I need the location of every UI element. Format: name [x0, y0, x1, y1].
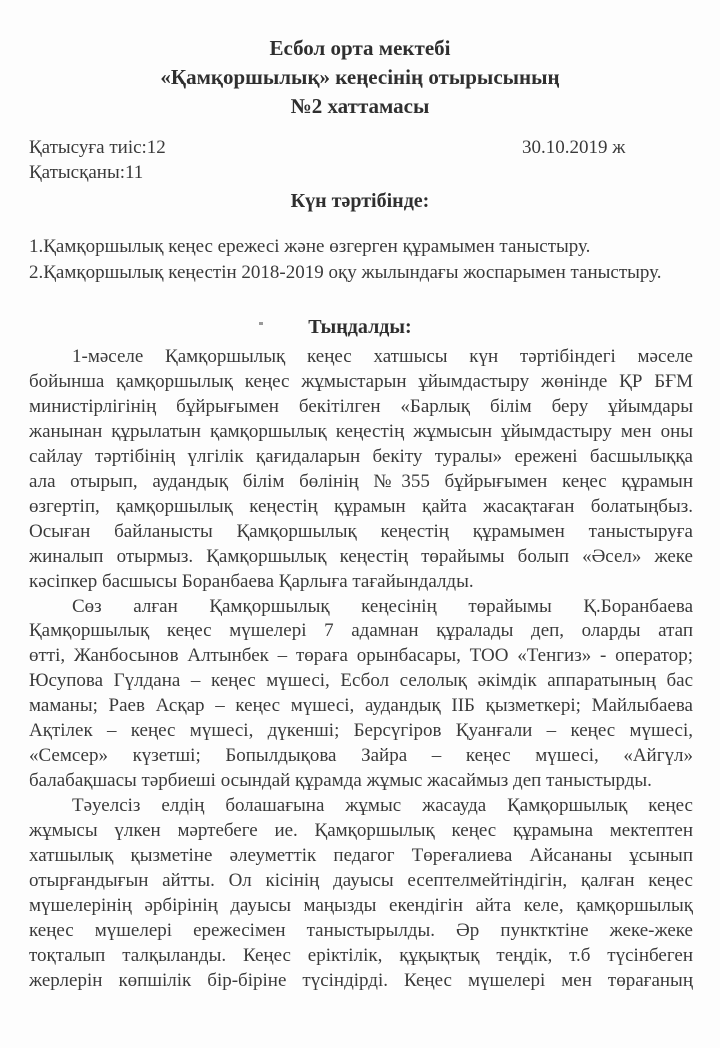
council-title-row [0, 63, 720, 92]
body-line: жұмысы үлкен мәртебеге ие. Қамқоршылық кеңес құрамына мектептен [29, 820, 693, 841]
document-header [0, 34, 720, 63]
body-line: «Семсер» күзетші; Бопылдықова Зайра – кеңес мүшесі, «Айгүл» [29, 745, 693, 766]
attended: Қатысқаны:11 [29, 162, 144, 183]
body-line: Сөз алған Қамқоршылық кеңесінің төрайымы Қ.Боранбаева [72, 596, 693, 617]
body-line: отырғандығын айтты. Ол кісінің дауысы есептелмейтіндігін, қалған кеңес [29, 870, 693, 891]
body-line: мүшелерінің әрбірінің дауысы маңызды екендігін айта келе, қамқоршылық [29, 895, 693, 916]
body-line: кәсіпкер басшысы Боранбаева Қарлығa тағайындалды. [29, 571, 474, 592]
body-line: жиналып отырмыз. Қамқоршылық кеңестің төрайымы болып «Әсел» жеке [29, 546, 693, 567]
body-line: маманы; Раев Асқар – кеңес мүшесі, аудандық ІІБ қызметкері; Майлыбаева [29, 695, 693, 716]
agenda-item: 1.Қамқоршылық кеңес ережесі және өзгерген құрамымен таныстыру. [29, 236, 591, 257]
body-line: бойынша қамқоршылық кеңес жұмыстарын ұйымдастыру жөнінде ҚР БҒМ [29, 371, 693, 392]
agenda-title: Күн тәртібінде: [290, 190, 430, 212]
agenda-item: 2.Қамқоршылық кеңестін 2018-2019 оқу жылындағы жоспарымен таныстыру. [29, 262, 662, 283]
body-line: жерлерін көпшілік бір-біріне түсіндірді. Кеңес мүшелері мен төрағаның [29, 970, 693, 991]
body-line: сайлау тәртібінің үлгілік қағидаларын бекіту туралы» ережені басшылыққа [29, 446, 693, 467]
body-line: хатшылық қызметіне әлеуметтік педагог Төреғалиева Айсананы ұсынып [29, 845, 693, 866]
body-line: Юсупова Гүлдана – кеңес мүшесі, Есбол селолық әкімдік аппаратының бас [29, 670, 693, 691]
body-line: ала отырып, аудандық білім бөлінің №355 бұйрығымен кеңес құрамын [29, 471, 693, 492]
body-line: 1-мәселе Қамқоршылық кеңес хатшысы күн тәртібіндегі мәселе [72, 346, 693, 367]
body-line: Осыған байланысты Қамқоршылық кеңестің құрамымен таныстыруға [29, 521, 693, 542]
protocol-title-row [0, 92, 720, 121]
body-line: кеңес мүшелері ережесімен таныстырылды. Әр пунктктіне жеке-жеке [29, 920, 693, 941]
should-attend: Қатысуға тиіс:12 [29, 137, 166, 158]
protocol-title: №2 хаттамасы [290, 94, 430, 118]
body-line: өзгертіп, қамқоршылық кеңестің құрамын қайта жасақтаған болатыңбыз. [29, 496, 693, 517]
body-line: жанынан құрылатын қамқоршылық кеңестің жұмысын ұйымдастыру мен оны [29, 421, 693, 442]
body-line: балабақшасы тәрбиеші осындай құрамда жұмыс жасаймыз деп таныстырды. [29, 770, 652, 791]
body-line: Тәуелсіз елдің болашағына жұмыс жасауда Қамқоршылық кеңес [72, 795, 693, 816]
body-line: өтті, Жанбосынов Алтынбек – төраға орынбасары, ТОО «Тенгиз» - оператор; [29, 645, 693, 666]
body-line: министірлігінің бұйрығымен бекітілген «Барлық білім беру ұйымдары [29, 396, 693, 417]
body-line: тоқталып талқыланды. Кеңес еріктілік, құқықтық теңдік, т.б түсінбеген [29, 945, 693, 966]
heard-title: Тыңдалды: [308, 316, 412, 338]
body-line: Қамқоршылық кеңес мүшелері 7 адамнан құралады деп, оларды атап [29, 620, 693, 641]
meeting-date: 30.10.2019 ж [522, 137, 626, 158]
body-line: Ақтілек – кеңес мүшесі, дүкенші; Берсүгіров Қуанғали – кеңес мүшесі, [29, 720, 693, 741]
council-title: «Қамқоршылық» кеңесінің отырысының [160, 65, 560, 89]
school-name: Есбол орта мектебі [269, 36, 451, 60]
